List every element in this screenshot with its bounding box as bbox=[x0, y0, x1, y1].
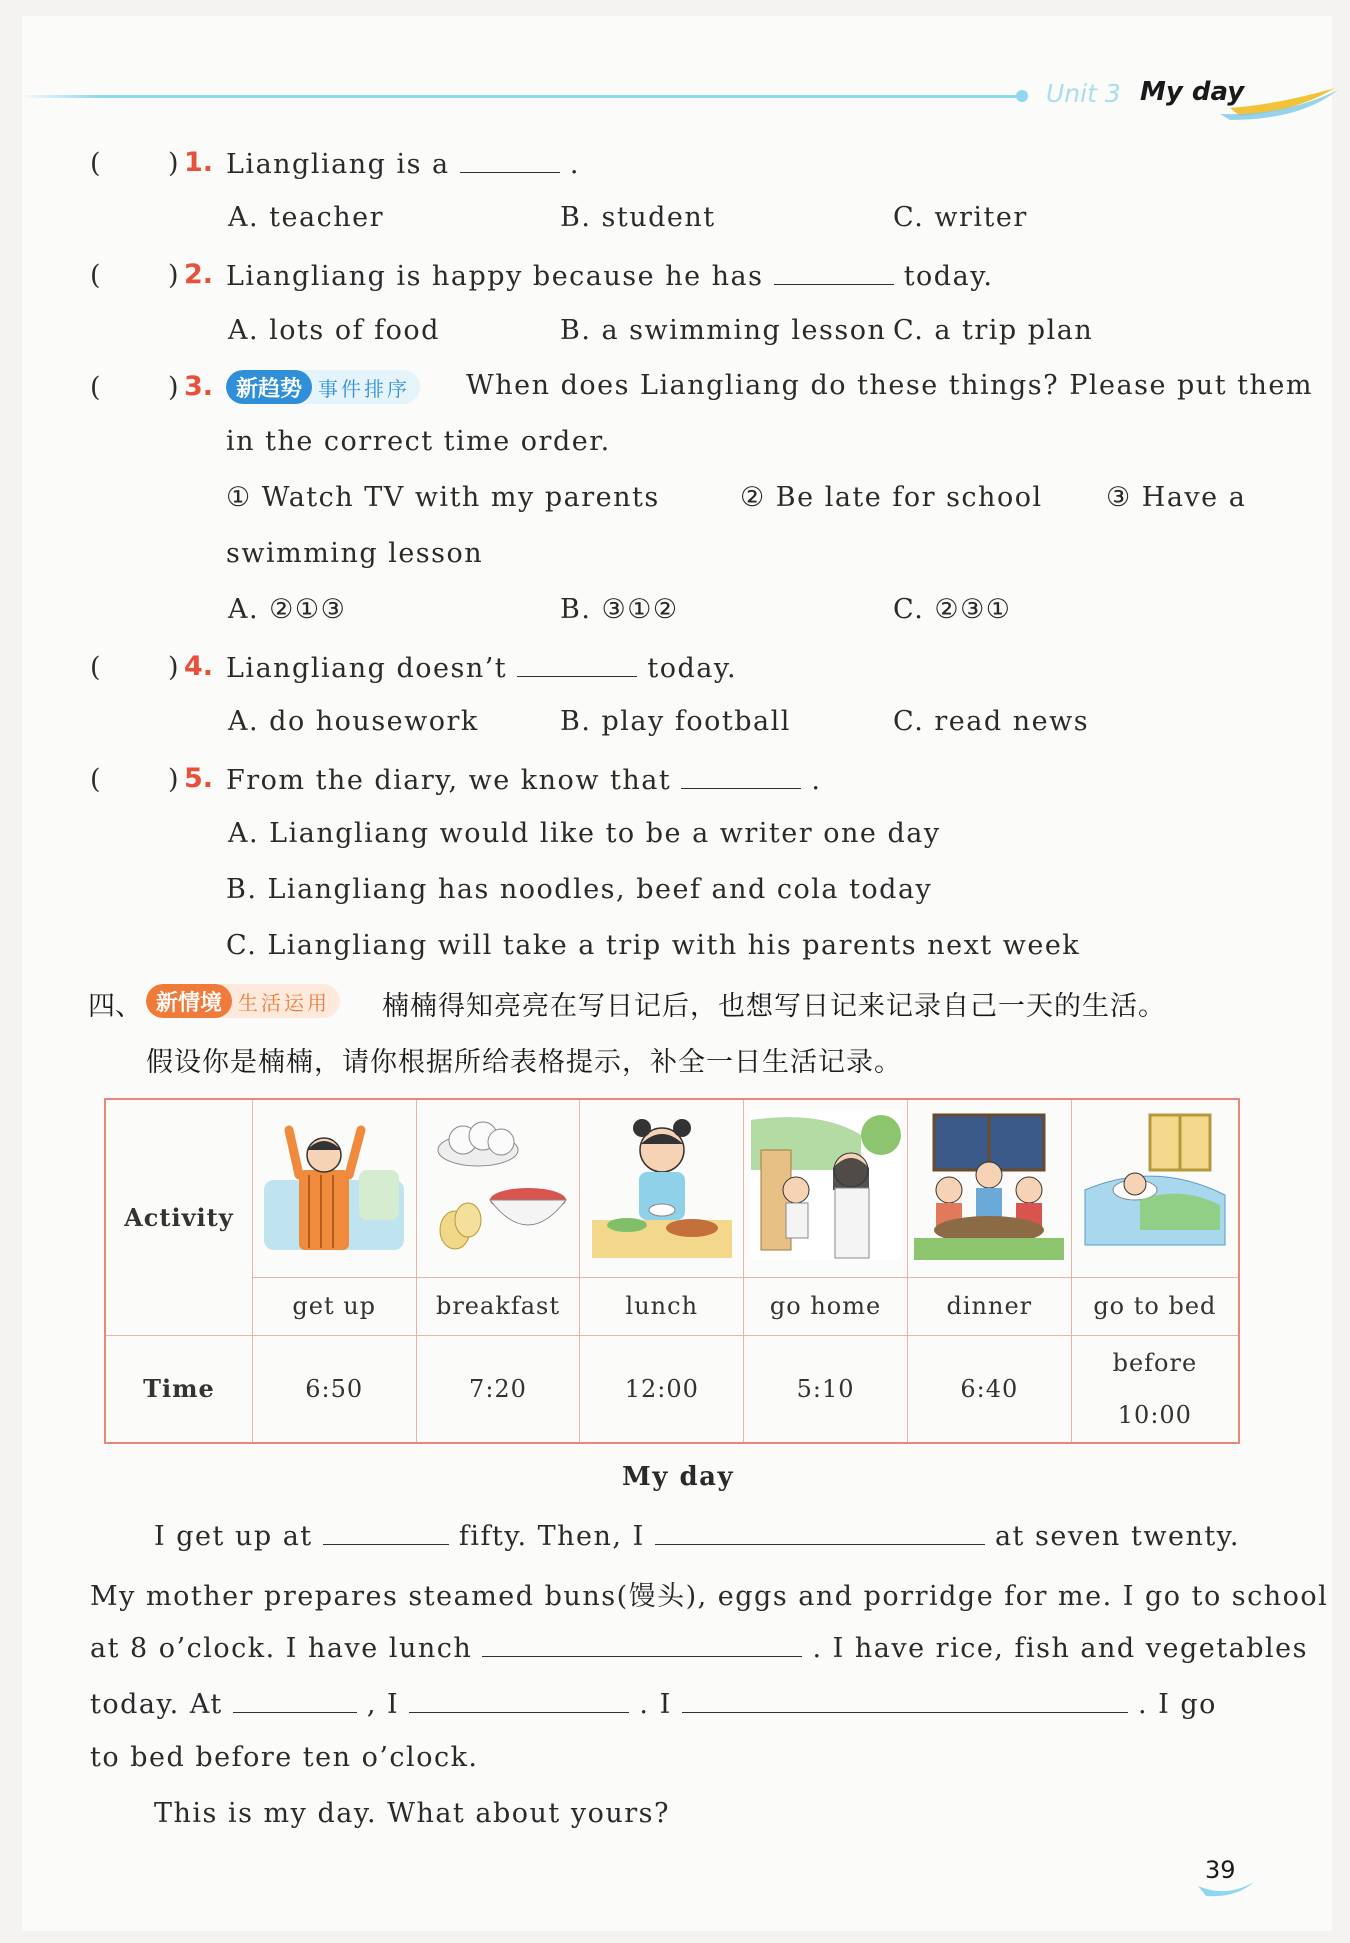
option-c: C. a trip plan bbox=[893, 315, 1094, 346]
header-rule bbox=[20, 95, 1020, 98]
activity-breakfast: breakfast bbox=[416, 1277, 580, 1335]
page-number-swoosh-icon bbox=[1196, 1880, 1256, 1898]
answer-paren-open: ( bbox=[90, 652, 101, 683]
time-breakfast: 7:20 bbox=[416, 1335, 580, 1443]
diary-blank[interactable] bbox=[409, 1686, 629, 1713]
section-instruction-2: 假设你是楠楠，请你根据所给表格提示，补全一日生活记录。 bbox=[146, 1047, 902, 1078]
diary-line-5: to bed before ten o’clock. bbox=[90, 1742, 479, 1773]
option-b: B. a swimming lesson bbox=[560, 315, 887, 346]
question-1-text bbox=[226, 146, 580, 180]
diary-line-3 bbox=[90, 1630, 1308, 1664]
go-to-bed-illustration bbox=[1071, 1099, 1239, 1277]
question-number: 2. bbox=[184, 259, 214, 290]
answer-blank[interactable] bbox=[460, 146, 560, 173]
option-b: B. ③①② bbox=[560, 594, 679, 625]
go-home-illustration bbox=[744, 1099, 908, 1277]
diary-blank[interactable] bbox=[655, 1518, 985, 1545]
new-trend-tag bbox=[226, 370, 420, 404]
time-lunch: 12:00 bbox=[580, 1335, 744, 1443]
option-a: A. teacher bbox=[228, 202, 384, 233]
option-b: B. play football bbox=[560, 706, 791, 737]
answer-paren-close: ) bbox=[168, 148, 179, 179]
dinner-illustration bbox=[907, 1099, 1071, 1277]
diary-blank[interactable] bbox=[682, 1686, 1128, 1713]
question-stem-end: today. bbox=[903, 261, 994, 292]
question-3-line2: in the correct time order. bbox=[226, 426, 611, 457]
diary-line-6: This is my day. What about yours? bbox=[154, 1798, 670, 1829]
option-a: A. Liangliang would like to be a writer one day bbox=[228, 818, 941, 849]
diary-text: fifty. Then, I bbox=[458, 1521, 645, 1552]
event-item-1: ① Watch TV with my parents bbox=[226, 482, 660, 513]
time-get-up: 6:50 bbox=[252, 1335, 416, 1443]
answer-blank[interactable] bbox=[774, 258, 894, 285]
breakfast-illustration bbox=[416, 1099, 580, 1277]
answer-blank[interactable] bbox=[681, 762, 801, 789]
time-go-to-bed-line2: 10:00 bbox=[1117, 1400, 1192, 1429]
section-number: 四、 bbox=[88, 991, 142, 1022]
question-number: 3. bbox=[184, 371, 214, 402]
page-number: 39 bbox=[1205, 1856, 1236, 1884]
activity-go-home: go home bbox=[744, 1277, 908, 1335]
activity-dinner: dinner bbox=[907, 1277, 1071, 1335]
diary-text: today. At bbox=[90, 1689, 223, 1720]
answer-blank[interactable] bbox=[517, 650, 637, 677]
option-c: C. writer bbox=[893, 202, 1028, 233]
unit-label: Unit 3 bbox=[1046, 79, 1121, 108]
time-row-label: Time bbox=[105, 1335, 252, 1443]
tag-main: 新情境 bbox=[146, 984, 232, 1018]
question-stem: From the diary, we know that bbox=[226, 765, 672, 796]
option-a: A. do housework bbox=[228, 706, 479, 737]
get-up-illustration bbox=[252, 1099, 416, 1277]
activity-go-to-bed: go to bed bbox=[1071, 1277, 1239, 1335]
question-stem: Liangliang is happy because he has bbox=[226, 261, 764, 292]
header-dot-icon bbox=[1016, 90, 1028, 102]
option-b: B. Liangliang has noodles, beef and cola today bbox=[226, 874, 933, 905]
diary-line-2: My mother prepares steamed buns(馒头), eggs and porridge for me. I go to school bbox=[90, 1581, 1329, 1612]
lunch-illustration bbox=[580, 1099, 744, 1277]
option-a: A. lots of food bbox=[228, 315, 440, 346]
diary-title: My day bbox=[622, 1462, 735, 1492]
tag-sub: 生活运用 bbox=[238, 990, 331, 1015]
tag-sub: 事件排序 bbox=[318, 376, 411, 401]
swoosh-icon bbox=[1200, 86, 1340, 120]
question-number: 4. bbox=[184, 651, 214, 682]
answer-paren-close: ) bbox=[168, 372, 179, 403]
section-instruction-1: 楠楠得知亮亮在写日记后，也想写日记来记录自己一天的生活。 bbox=[382, 991, 1166, 1022]
event-item-2: ② Be late for school bbox=[740, 482, 1043, 513]
answer-paren-open: ( bbox=[90, 260, 101, 291]
option-c: C. read news bbox=[893, 706, 1090, 737]
answer-paren-open: ( bbox=[90, 764, 101, 795]
diary-text: . I have rice, fish and vegetables bbox=[812, 1633, 1308, 1664]
question-2-text bbox=[226, 258, 993, 292]
option-a: A. ②①③ bbox=[228, 594, 347, 625]
diary-text: , I bbox=[366, 1689, 400, 1720]
event-item-3: ③ Have a bbox=[1106, 482, 1247, 513]
answer-paren-open: ( bbox=[90, 148, 101, 179]
time-go-home: 5:10 bbox=[744, 1335, 908, 1443]
answer-paren-close: ) bbox=[168, 260, 179, 291]
question-stem-end: . bbox=[811, 765, 822, 796]
diary-line-4 bbox=[90, 1686, 1217, 1720]
option-c: C. Liangliang will take a trip with his parents next week bbox=[226, 930, 1081, 961]
answer-paren-open: ( bbox=[90, 372, 101, 403]
question-stem: Liangliang doesn’t bbox=[226, 653, 508, 684]
question-4-text bbox=[226, 650, 737, 684]
diary-text: at seven twenty. bbox=[994, 1521, 1240, 1552]
option-b: B. student bbox=[560, 202, 716, 233]
diary-blank[interactable] bbox=[482, 1630, 802, 1657]
question-number: 1. bbox=[184, 147, 214, 178]
unit-title: My day bbox=[1140, 77, 1245, 107]
question-stem-end: . bbox=[569, 149, 580, 180]
question-3-line1: When does Liangliang do these things? Please put them bbox=[466, 370, 1313, 401]
answer-paren-close: ) bbox=[168, 764, 179, 795]
question-stem-end: today. bbox=[647, 653, 738, 684]
diary-text: at 8 o’clock. I have lunch bbox=[90, 1633, 473, 1664]
diary-blank[interactable] bbox=[323, 1518, 449, 1545]
activity-get-up: get up bbox=[252, 1277, 416, 1335]
time-go-to-bed-line1: before bbox=[1112, 1348, 1198, 1377]
new-context-tag bbox=[146, 984, 340, 1018]
diary-text: . I bbox=[639, 1689, 672, 1720]
activity-lunch: lunch bbox=[580, 1277, 744, 1335]
event-item-3-cont: swimming lesson bbox=[226, 538, 484, 569]
question-number: 5. bbox=[184, 763, 214, 794]
activity-table bbox=[104, 1098, 1240, 1444]
time-go-to-bed bbox=[1071, 1335, 1239, 1443]
tag-main: 新趋势 bbox=[226, 370, 312, 404]
activity-row-label: Activity bbox=[105, 1099, 252, 1335]
option-c: C. ②③① bbox=[893, 594, 1012, 625]
diary-line-1 bbox=[154, 1518, 1240, 1552]
question-5-text bbox=[226, 762, 821, 796]
diary-blank[interactable] bbox=[233, 1686, 357, 1713]
diary-text: . I go bbox=[1137, 1689, 1217, 1720]
diary-text: I get up at bbox=[154, 1521, 313, 1552]
time-dinner: 6:40 bbox=[907, 1335, 1071, 1443]
answer-paren-close: ) bbox=[168, 652, 179, 683]
question-stem: Liangliang is a bbox=[226, 149, 450, 180]
